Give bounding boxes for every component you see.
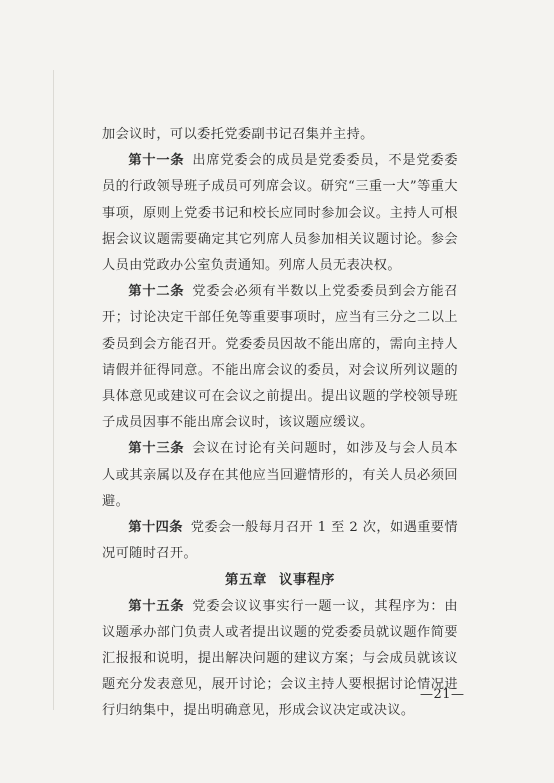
article-label: 第十二条 bbox=[128, 284, 185, 300]
article-text: 党委会必须有半数以上党委委员到会方能召开；讨论决定干部任免等重要事项时，应当有三分之二以上委员到会方能召开。党委委员因故不能出席的，需向主持人请假并征得同意。不能出席会议的委员，对会议所列议题的具体意见或建议可在会议之前提出。提出议题的学校领导班子成员因事不能出席会议时，该议题应缓议。 bbox=[102, 284, 458, 431]
chapter-heading bbox=[102, 567, 458, 593]
article-label: 第十四条 bbox=[128, 520, 183, 536]
article-text: 会议在讨论有关问题时，如涉及与会人员本人或其亲属以及存在其他应当回避情形的，有关人员必须回避。 bbox=[102, 441, 458, 509]
article-label: 第十五条 bbox=[128, 598, 185, 614]
article-text: 党委会议议事实行一题一议，其程序为：由议题承办部门负责人或者提出议题的党委委员就议题作简要汇报报和说明，提出解决问题的建议方案；与会成员就该议题充分发表意见，展开讨论；会议主持人要根据讨论情况进行归纳集中，提出明确意见，形成会议决定或决议。 bbox=[102, 598, 458, 719]
article-14 bbox=[102, 515, 458, 567]
continuation-paragraph: 加会议时，可以委托党委副书记召集并主持。 bbox=[102, 127, 374, 142]
article-12 bbox=[102, 279, 458, 436]
article-13 bbox=[102, 436, 458, 515]
chapter-number: 第五章 bbox=[225, 572, 267, 589]
document-body bbox=[102, 122, 458, 725]
article-text: 党委会一般每月召开 1 至 2 次，如遇重要情况可随时召开。 bbox=[102, 520, 458, 562]
binding-line bbox=[53, 70, 54, 710]
article-label: 第十一条 bbox=[128, 153, 185, 169]
article-label: 第十三条 bbox=[128, 441, 185, 457]
article-15 bbox=[102, 594, 458, 725]
chapter-title: 议事程序 bbox=[279, 572, 335, 589]
article-text: 出席党委会的成员是党委委员，不是党委委员的行政领导班子成员可列席会议。研究“三重一大”等重大事项，原则上党委书记和校长应同时参加会议。主持人可根据会议议题需要确定其它列席人员参加相关议题讨论。参会人员由党政办公室负责通知。列席人员无表决权。 bbox=[102, 153, 458, 274]
page-number: —21— bbox=[420, 687, 465, 702]
article-11 bbox=[102, 148, 458, 279]
